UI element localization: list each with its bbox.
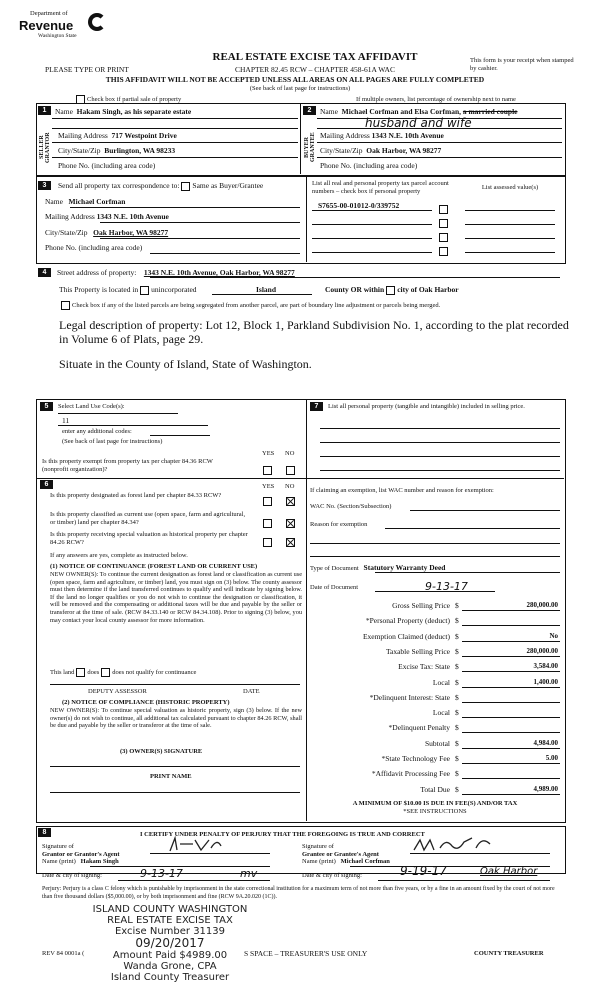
s3-addr-row: Mailing Address 1343 N.E. 10th Avenue [45, 212, 169, 221]
treasurer-stamp [85, 904, 255, 983]
segregated-row: Check box if any of the listed parcels are being segregated from another parcel, are part of boundary line adjustment or parcels being merged. [59, 301, 440, 310]
parcel-1-checkbox[interactable] [439, 205, 448, 214]
tax-row-currency: $ [455, 646, 459, 656]
land-use-label: Select Land Use Code(s): [58, 403, 125, 410]
seller-name-row: Name Hakam Singh, as his separate estate [55, 107, 192, 116]
form-title: REAL ESTATE EXCISE TAX AFFIDAVIT [212, 51, 418, 63]
section-8-badge: 8 [38, 828, 51, 837]
buyer-handwritten: husband and wife [365, 116, 472, 130]
grantee-signature[interactable] [410, 834, 500, 854]
seller-addr-row: Mailing Address 717 Westpoint Drive [58, 131, 177, 140]
current-use-question: Is this property classified as current use (open space, farm and agricultural, or timber) land per chapter 84.34? [50, 511, 246, 526]
doc-type-row: Type of Document Statutory Warranty Deed [310, 563, 446, 572]
grantor-city[interactable]: mv [240, 867, 258, 880]
owner-signature-label: (3) OWNER(S) SIGNATURE [120, 748, 203, 755]
section-6-badge: 6 [40, 480, 53, 489]
parcel-3-checkbox[interactable] [439, 233, 448, 242]
grantee-date[interactable]: 9-19-17 [400, 864, 447, 878]
tax-row-currency: $ [455, 723, 459, 733]
partial-sale-label: Check box if partial sale of property [87, 95, 182, 103]
s3-name[interactable]: Michael Corfman [68, 197, 126, 206]
section-4-badge: 4 [38, 268, 51, 277]
tax-row-value[interactable]: 280,000.00 [526, 601, 558, 609]
certify-text: I CERTIFY UNDER PENALTY OF PERJURY THAT THE FOREGOING IS TRUE AND CORRECT [140, 831, 425, 838]
stamp-title: Island County Treasurer [110, 972, 230, 983]
notice-1-title: (1) NOTICE OF CONTINUANCE (FOREST LAND OR CURRENT USE) [50, 563, 258, 570]
segregated-checkbox[interactable] [61, 301, 70, 310]
doc-date[interactable]: 9-13-17 [425, 580, 468, 593]
form-number: REV 84 0001a ( [42, 950, 85, 957]
does-not-checkbox[interactable] [101, 668, 110, 677]
tax-row-underline [462, 717, 560, 718]
warning-text: THIS AFFIDAVIT WILL NOT BE ACCEPTED UNLESS ALL AREAS ON ALL PAGES ARE FULLY COMPLETED [105, 75, 485, 84]
tax-row-currency: $ [455, 784, 459, 794]
tax-row-value[interactable]: 3,584.00 [533, 662, 558, 671]
does-checkbox[interactable] [76, 668, 85, 677]
receipt-note: This form is your receipt when stamped by cashier. [470, 57, 574, 72]
tax-row-label: *Delinquent Interest: State [369, 692, 450, 702]
current-use-yes-checkbox[interactable] [263, 519, 272, 528]
tax-row-underline [462, 748, 560, 749]
parcel-header: List all real and personal property tax parcel account numbers – check box if personal property [312, 180, 449, 195]
notice-2-title: (2) NOTICE OF COMPLIANCE (HISTORIC PROPERTY) [62, 699, 230, 706]
tax-row-underline [462, 778, 560, 779]
logo-name: Revenue [19, 18, 74, 33]
perjury-statement: Perjury: Perjury is a class C felony which is punishable by imprisonment in the state correctional institution for a maximum term of not more than five years, or by a fine in an amount fixed by the court of not more than five thousand dollars ($5,000.00), or by both imprisonment and fine (RCW 9A.20.020 (1C)). [42, 886, 555, 900]
qualify-row: This land does does not qualify for continuance [50, 668, 197, 676]
s3-name-row: Name Michael Corfman [45, 197, 126, 206]
grantor-name-row: Name (print) Hakam Singh [42, 858, 119, 865]
exempt-no-checkbox[interactable] [286, 466, 295, 475]
tax-row-underline [462, 763, 560, 764]
land-use-code[interactable]: 11 [62, 416, 70, 425]
tax-row-underline [462, 641, 560, 642]
tax-row-value[interactable]: 4,989.00 [533, 784, 558, 793]
tax-row-label: *Personal Property (deduct) [365, 616, 450, 626]
see-instructions: *SEE INSTRUCTIONS [403, 808, 467, 815]
doc-type[interactable]: Statutory Warranty Deed [363, 563, 446, 572]
please-type: PLEASE TYPE OR PRINT [45, 65, 129, 74]
tax-row-underline [462, 625, 560, 626]
grantor-signature-graphic [165, 836, 225, 854]
tax-row-label: Local [432, 708, 450, 718]
grantee-date-label: Date & city of signing: [302, 872, 362, 879]
county-row: County OR within city of Oak Harbor [325, 285, 459, 294]
wac-number-label: WAC No. (Section/Subsection) [310, 503, 392, 510]
tax-row-label: Total Due [420, 784, 450, 794]
tax-row-underline [462, 610, 560, 611]
stamp-county: ISLAND COUNTY WASHINGTON [92, 904, 248, 915]
stamp-date: 09/20/2017 [135, 936, 205, 950]
seller-city-row: City/State/Zip Burlington, WA 98233 [58, 146, 176, 155]
tax-row-label: Taxable Selling Price [385, 646, 450, 656]
tax-row-label: *Affidavit Processing Fee [371, 769, 450, 779]
unincorporated-checkbox[interactable] [140, 286, 149, 295]
forest-no-checkbox[interactable] [286, 497, 295, 506]
buyer-label: BUYER GRANTEE [304, 132, 316, 163]
seller-phone-label: Phone No. (including area code) [58, 161, 156, 170]
buyer-struck: a married couple [462, 107, 518, 116]
legal-description: Legal description of property: Lot 12, Block 1, Parkland Subdivision No. 1, according to the plat recorded in Volume 6 of Plats, page 29. [59, 318, 569, 346]
deputy-date: DATE [243, 688, 260, 695]
same-as-buyer-checkbox[interactable] [181, 182, 190, 191]
tax-row-underline [462, 702, 560, 703]
seller-name[interactable]: Hakam Singh, as his separate estate [76, 107, 192, 116]
grantee-name[interactable]: Michael Corfman [340, 858, 390, 865]
tax-row-label: Subtotal [424, 738, 450, 748]
grantor-signature[interactable] [165, 836, 225, 854]
tax-row-currency: $ [455, 631, 459, 641]
claiming-exemption: If claiming an exemption, list WAC number and reason for exemption: [310, 487, 494, 494]
s3-phone-label: Phone No. (including area code) [45, 243, 143, 252]
s5-no: NO [285, 450, 295, 457]
tax-row-currency: $ [455, 754, 459, 763]
treasurer-use-only: S SPACE – TREASURER'S USE ONLY [244, 949, 368, 958]
county-name[interactable]: Island [256, 285, 277, 294]
s5-yes: YES [262, 450, 275, 457]
grantee-sig-label: Signature of Grantee or Grantee's Agent [302, 843, 379, 858]
s6-yes: YES [262, 483, 275, 490]
parcel-number[interactable]: S7655-00-01012-0/339752 [318, 201, 400, 210]
section-1-badge: 1 [38, 106, 51, 115]
tax-row-currency: $ [455, 692, 459, 702]
section-7-badge: 7 [310, 402, 323, 411]
print-name-label: PRINT NAME [150, 773, 192, 780]
stamp-name: Wanda Grone, CPA [123, 961, 217, 972]
s5-see-back: (See back of last page for instructions) [62, 438, 163, 445]
parcel-4-checkbox[interactable] [439, 247, 448, 256]
tax-row-value[interactable]: 280,000.00 [526, 646, 558, 655]
notice-2-body: NEW OWNER(S): To continue special valuation as historic property, sign (3) below. If the new owner(s) do not wish to continue, all additional tax calculated pursuant to chapter 84.26 RCW, shall be due and payable by the seller or transferor at the time of sale. [50, 707, 302, 730]
assessed-header: List assessed value(s) [481, 184, 539, 191]
stamp-excise-number: Excise Number 31139 [114, 926, 226, 937]
historic-question: Is this property receiving special valuation as historical property per chapter 84.26 RCW? [50, 531, 248, 546]
s3-city-row: City/State/Zip Oak Harbor, WA 98277 [45, 228, 169, 237]
section-2-badge: 2 [303, 106, 316, 115]
notice-1-body: NEW OWNER(S): To continue the current designation as forest land or classification as current use (open space, farm and agriculture, or timber) land, you must sign on (3) below. The county assessor must then determine if the land transferred continues to qualify and will indicate by signing below. If the land no longer qualifies or you do not wish to continue the designation or classification, it will be removed and the compensating or additional taxes will be due and payable by the seller or transferor at the time of sale. (RCW 84.33.140 or RCW 84.34.108). Prior to signing (3) below, you may contact your local county assessor for more information. [50, 571, 302, 624]
seller-city[interactable]: Burlington, WA 98233 [104, 146, 176, 155]
current-use-no-checkbox[interactable] [286, 519, 295, 528]
historic-no-checkbox[interactable] [286, 538, 295, 547]
personal-property-label: List all personal property (tangible and intangible) included in selling price. [328, 403, 525, 410]
stamp-amount: Amount Paid $4989.00 [112, 950, 228, 961]
buyer-name-row: Name Michael Corfman and Elsa Corfman, a married couple [320, 107, 518, 116]
county-treasurer-label: COUNTY TREASURER [474, 950, 544, 957]
grantor-date[interactable]: 9-13-17 [140, 867, 183, 880]
buyer-phone-label: Phone No. (including area code) [320, 161, 418, 170]
grantee-city[interactable]: Oak Harbor [480, 866, 538, 877]
tax-row-underline [462, 687, 560, 688]
grantor-sig-label: Signature of Grantor or Grantor's Agent [42, 843, 120, 858]
tax-row-currency: $ [455, 708, 459, 718]
buyer-addr[interactable]: 1343 N.E. 10th Avenue [371, 131, 444, 140]
stamp-ret: REAL ESTATE EXCISE TAX [107, 915, 233, 926]
buyer-city[interactable]: Oak Harbor, WA 98277 [366, 146, 442, 155]
grantor-date-label: Date & city of signing: [42, 872, 102, 879]
deputy-assessor: DEPUTY ASSESSOR [88, 688, 147, 695]
doc-date-label: Date of Document [310, 584, 359, 591]
tax-row-value[interactable]: 1,400.00 [533, 677, 558, 686]
parcel-2-checkbox[interactable] [439, 219, 448, 228]
form-chapter: CHAPTER 82.45 RCW – CHAPTER 458-61A WAC [235, 65, 395, 74]
tax-row-currency: $ [455, 601, 459, 610]
send-correspondence-row: Send all property tax correspondence to: Same as Buyer/Grantee [58, 181, 264, 190]
situate: Situate in the County of Island, State of Washington. [59, 357, 312, 371]
tax-row-currency: $ [455, 616, 459, 626]
city-checkbox[interactable] [386, 286, 395, 295]
forest-question: Is this property designated as forest land per chapter 84.33 RCW? [50, 492, 222, 499]
minimum-note: A MINIMUM OF $10.00 IS DUE IN FEE(S) AND/OR TAX [352, 800, 518, 807]
logo-swoosh-icon [88, 13, 106, 31]
exempt-yes-checkbox[interactable] [263, 466, 272, 475]
tax-row-value[interactable]: 5.00 [545, 754, 558, 762]
street-row: Street address of property: 1343 N.E. 10th Avenue, Oak Harbor, WA 98277 [57, 268, 295, 277]
multiple-owners: If multiple owners, list percentage of ownership next to name [356, 96, 516, 103]
tax-row-label: *Delinquent Penalty [388, 723, 450, 733]
if-yes-note: If any answers are yes, complete as instructed below. [50, 552, 188, 559]
tax-row-label: Gross Selling Price [392, 601, 450, 610]
historic-yes-checkbox[interactable] [263, 538, 272, 547]
tax-row-underline [462, 656, 560, 657]
buyer-city-row: City/State/Zip Oak Harbor, WA 98277 [320, 146, 442, 155]
tax-row-value[interactable]: 4,984.00 [533, 738, 558, 747]
section-5-badge: 5 [40, 402, 53, 411]
s3-addr[interactable]: 1343 N.E. 10th Avenue [96, 212, 169, 221]
buyer-name[interactable]: Michael Corfman and Elsa Corfman, [341, 107, 462, 116]
s3-city[interactable]: Oak Harbor, WA 98277 [93, 228, 169, 237]
tax-row-currency: $ [455, 738, 459, 748]
seller-addr[interactable]: 717 Westpoint Drive [111, 131, 177, 140]
tax-row-label: *State Technology Fee [381, 754, 450, 763]
s6-no: NO [285, 483, 295, 490]
forest-yes-checkbox[interactable] [263, 497, 272, 506]
logo-dept: Department of [30, 10, 68, 17]
tax-row-value[interactable]: No [549, 631, 558, 640]
see-back: (See back of last page for instructions) [249, 85, 351, 92]
additional-codes: enter any additional codes: [62, 428, 132, 435]
tax-row-underline [462, 794, 560, 795]
grantee-name-row: Name (print) Michael Corfman [302, 858, 390, 865]
exemption-reason-label: Reason for exemption [310, 521, 368, 528]
buyer-addr-row: Mailing Address 1343 N.E. 10th Avenue [320, 131, 444, 140]
grantee-signature-graphic [410, 834, 500, 854]
tax-row-currency: $ [455, 677, 459, 687]
dor-logo [16, 10, 116, 50]
section-3-badge: 3 [38, 181, 51, 190]
logo-state: Washington State [38, 33, 77, 39]
tax-row-underline [462, 732, 560, 733]
tax-row-currency: $ [455, 662, 459, 672]
tax-row-underline [462, 671, 560, 672]
seller-label: SELLER GRANTOR [39, 132, 51, 163]
tax-row-label: Exemption Claimed (deduct) [362, 631, 450, 641]
tax-row-label: Excise Tax: State [398, 662, 450, 672]
located-row: This Property is located in unincorporated [59, 285, 197, 294]
grantor-name[interactable]: Hakam Singh [80, 858, 119, 865]
exempt-question: Is this property exempt from property tax per chapter 84.36 RCW (nonprofit organization)? [42, 458, 213, 473]
tax-row-currency: $ [455, 769, 459, 779]
tax-row-label: Local [432, 677, 450, 687]
street-address[interactable]: 1343 N.E. 10th Avenue, Oak Harbor, WA 98277 [143, 268, 295, 277]
